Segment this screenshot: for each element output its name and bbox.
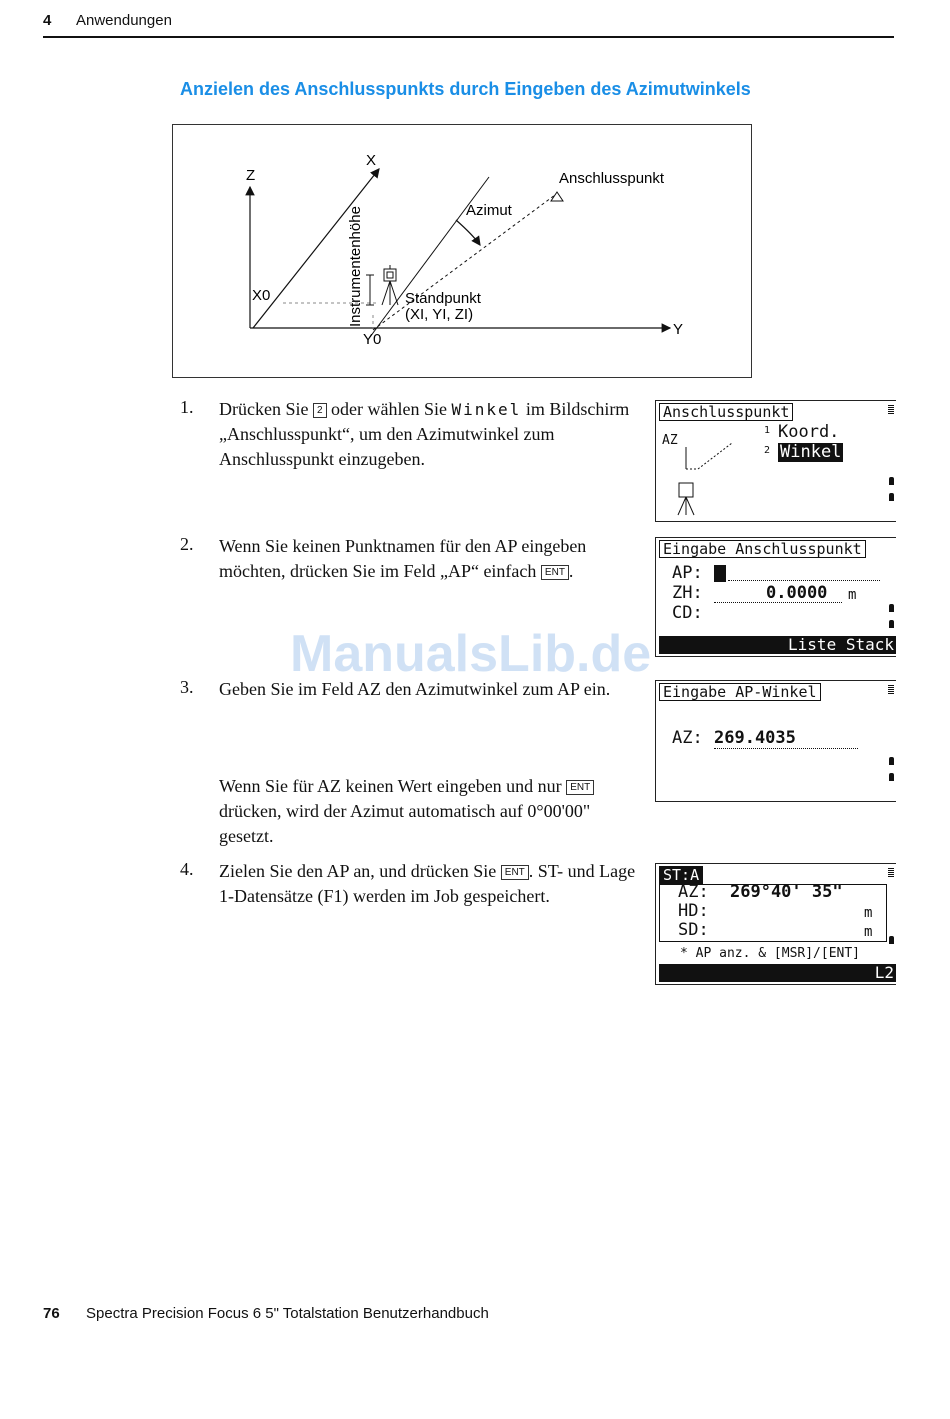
option-koord[interactable]: Koord. — [778, 422, 840, 442]
step-1-number: 1. — [180, 397, 194, 417]
lock-icon — [889, 493, 894, 501]
az-value: 269°40' 35" — [730, 882, 843, 902]
hint-text: * AP anz. & [MSR]/[ENT] — [680, 946, 861, 961]
label-instrument-height: Instrumentenhöhe — [347, 206, 364, 327]
az-value[interactable]: 269.4035 — [714, 728, 796, 748]
label-x0: X0 — [252, 287, 271, 304]
zh-value[interactable]: 0.0000 — [766, 583, 828, 603]
cd-label: CD: — [672, 603, 703, 623]
az-diagram-label: AZ — [662, 433, 678, 448]
step-2-text: Wenn Sie keinen Punktnamen für den AP eingeben möchten, drücken Sie im Feld „AP“ einfach ENT . — [219, 536, 587, 581]
step-3-text: Geben Sie im Feld AZ den Azimutwinkel zum AP ein. — [219, 679, 611, 699]
key-ent: ENT — [541, 565, 569, 580]
screen-title: Eingabe AP-Winkel — [659, 683, 821, 701]
label-standpunkt-coords: (XI, YI, ZI) — [405, 306, 474, 323]
battery-icon — [888, 405, 894, 414]
section-title: Anzielen des Anschlusspunkts durch Eingeben des Azimutwinkels — [180, 79, 751, 99]
chapter-title: Anwendungen — [76, 12, 172, 29]
total-station-icon — [382, 265, 398, 305]
label-y0: Y0 — [363, 331, 382, 348]
label-x: X — [366, 152, 377, 169]
option-winkel[interactable]: Winkel — [780, 442, 842, 462]
page-number: 76 — [43, 1305, 60, 1322]
screen-eingabe-ap-winkel — [655, 680, 896, 802]
sd-label: SD: — [678, 920, 709, 940]
zh-label: ZH: — [672, 583, 703, 603]
screen-title: Anschlusspunkt — [659, 403, 793, 421]
azimuth-diagram — [172, 124, 752, 378]
lock-icon — [889, 936, 894, 944]
lock-icon — [889, 773, 894, 781]
lock-icon — [889, 477, 894, 485]
lock-icon — [889, 604, 894, 612]
step-2-number: 2. — [180, 534, 194, 554]
screen-messung: ST:A AZ: 269°40' 35" HD: m SD: m * AP anz. & [MSR]/[ENT] L2 — [655, 863, 896, 985]
hd-label: HD: — [678, 901, 709, 921]
label-anschlusspunkt: Anschlusspunkt — [559, 170, 665, 187]
screen-eingabe-anschlusspunkt: Eingabe Anschlusspunkt AP: ZH: 0.0000 m CD: Liste Stack — [655, 537, 896, 657]
label-azimut: Azimut — [466, 202, 512, 219]
az-label: AZ: — [678, 882, 709, 902]
step-3-note: Wenn Sie für AZ keinen Wert eingeben und nur ENT drücken, wird der Azimut automatisch auf 0°00'00" gesetzt. — [219, 774, 644, 849]
lock-icon — [889, 620, 894, 628]
battery-icon — [888, 868, 894, 877]
key-ent: ENT — [501, 865, 529, 880]
softkey-bar[interactable]: L2 — [659, 964, 896, 982]
screen-title: ST:A — [659, 866, 703, 884]
key-2: 2 — [313, 403, 327, 418]
battery-icon — [888, 685, 894, 694]
ap-label: AP: — [672, 563, 703, 583]
text-cursor — [714, 565, 726, 582]
instrument-icon — [670, 427, 740, 517]
footer-title: Spectra Precision Focus 6 5" Totalstation Benutzerhandbuch — [86, 1305, 489, 1322]
step-1-text: Drücken Sie 2 oder wählen Sie Winkel im Bildschirm „Anschlusspunkt“, um den Azimutwinkel zum Anschlusspunkt einzugeben. — [219, 399, 630, 469]
watermark: ManualsLib.de — [290, 625, 652, 683]
step-3-number: 3. — [180, 677, 194, 697]
label-standpunkt: Standpunkt — [405, 290, 481, 307]
label-y: Y — [673, 321, 684, 338]
ap-input[interactable] — [728, 580, 880, 581]
header-rule — [43, 36, 894, 38]
step-4-number: 4. — [180, 859, 194, 879]
chapter-number: 4 — [43, 12, 52, 29]
screen-anschlusspunkt: Anschlusspunkt AZ 1 Koord. 2 Winkel — [655, 400, 896, 522]
screen-title: Eingabe Anschlusspunkt — [659, 540, 866, 558]
label-z: Z — [246, 167, 256, 184]
softkey-bar[interactable]: Liste Stack — [659, 636, 896, 654]
lock-icon — [889, 757, 894, 765]
step-4-text: Zielen Sie den AP an, und drücken Sie ENT . ST- und Lage 1-Datensätze (F1) werden im Job gespeichert. — [219, 861, 636, 906]
az-label: AZ: — [672, 728, 703, 748]
